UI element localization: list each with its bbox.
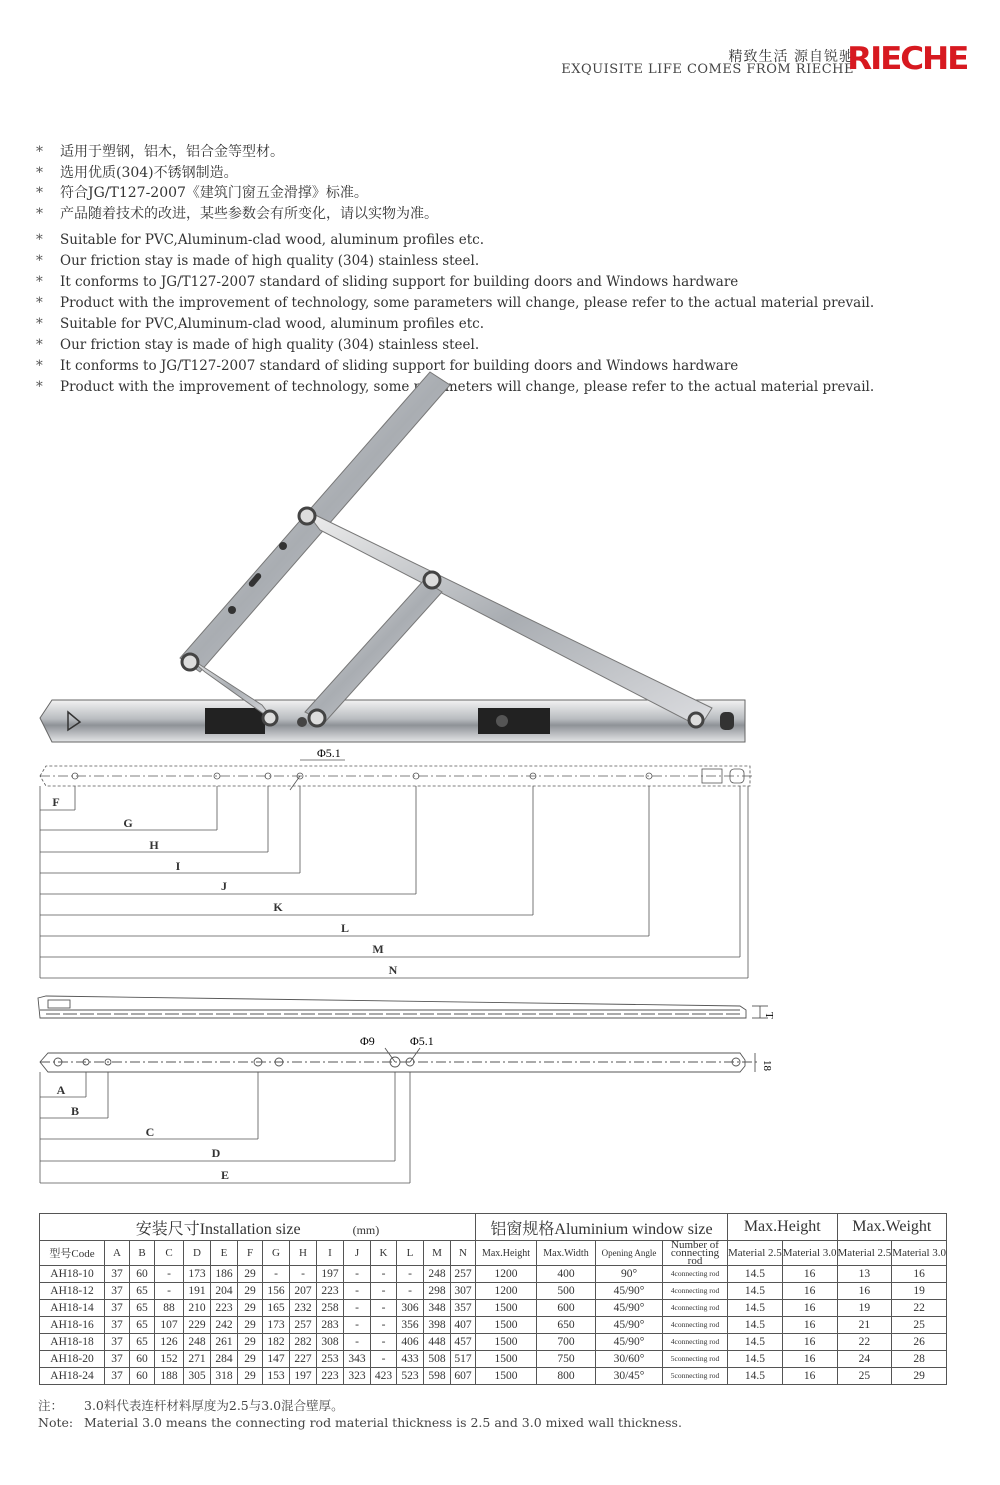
table-cell: 700 (537, 1334, 596, 1351)
rieche-logo: RIECHE (846, 41, 967, 77)
table-cell: AH18-10 (40, 1266, 105, 1283)
table-cell: 4connecting rod (663, 1300, 728, 1317)
dim-label: B (70, 1104, 80, 1118)
table-cell: 16 (782, 1351, 837, 1368)
table-cell: 242 (211, 1317, 238, 1334)
group-install: 安装尺寸Installation size (mm) (40, 1214, 476, 1241)
table-row (40, 1300, 947, 1317)
table-cell: 253 (317, 1351, 344, 1368)
table-cell: 5connecting rod (663, 1368, 728, 1385)
table-cell: 165 (263, 1300, 290, 1317)
group-window: 铝窗规格Aluminium window size (476, 1214, 728, 1241)
table-cell: - (344, 1317, 371, 1334)
table-cell: - (371, 1266, 397, 1283)
table-cell: 650 (537, 1317, 596, 1334)
table-cell: 29 (892, 1368, 947, 1385)
table-cell: 223 (211, 1300, 238, 1317)
table-cell: - (371, 1300, 397, 1317)
table-cell: 188 (155, 1368, 184, 1385)
list-item: * 选用优质(304)不锈钢制造。 (36, 164, 238, 181)
table-cell: - (344, 1300, 371, 1317)
table-cell: 14.5 (728, 1368, 783, 1385)
table-row (40, 1266, 947, 1283)
table-cell: 37 (105, 1283, 130, 1300)
table-row (40, 1351, 947, 1368)
table-cell: 197 (317, 1266, 344, 1283)
table-cell: 1500 (476, 1368, 537, 1385)
table-cell: 25 (837, 1368, 892, 1385)
list-item: * Suitable for PVC,Aluminum-clad wood, aluminum profiles etc. (36, 316, 485, 332)
table-cell: 517 (451, 1351, 476, 1368)
table-cell: 16 (782, 1283, 837, 1300)
table-cell: AH18-18 (40, 1334, 105, 1351)
table-cell: 14.5 (728, 1351, 783, 1368)
table-cell: 433 (397, 1351, 424, 1368)
table-cell: 65 (130, 1300, 155, 1317)
table-cell: 223 (317, 1368, 344, 1385)
table-cell: AH18-20 (40, 1351, 105, 1368)
table-cell: 37 (105, 1266, 130, 1283)
table-cell: 37 (105, 1368, 130, 1385)
table-cell: 448 (424, 1334, 451, 1351)
table-cell: - (344, 1334, 371, 1351)
dim-label: F (52, 795, 60, 809)
table-cell: 398 (424, 1317, 451, 1334)
table-cell: 29 (238, 1368, 263, 1385)
table-cell: 500 (537, 1283, 596, 1300)
table-cell: 1500 (476, 1351, 537, 1368)
list-item: * It conforms to JG/T127-2007 standard of sliding support for building doors and Windows hardware (36, 274, 739, 290)
table-row (40, 1368, 947, 1385)
dim-label: G (123, 816, 133, 830)
list-item: * 符合JG/T127-2007《建筑门窗五金滑撑》标准。 (36, 185, 368, 201)
table-cell: 308 (317, 1334, 344, 1351)
table-cell: 261 (211, 1334, 238, 1351)
table-cell: 147 (263, 1351, 290, 1368)
width-label: 18 (761, 1060, 773, 1071)
table-cell: 30/45° (596, 1368, 663, 1385)
table-cell: 45/90° (596, 1334, 663, 1351)
table-cell: 258 (317, 1300, 344, 1317)
table-cell: 107 (155, 1317, 184, 1334)
table-cell: 1200 (476, 1266, 537, 1283)
table-cell: 65 (130, 1283, 155, 1300)
table-row (40, 1334, 947, 1351)
table-cell: 523 (397, 1368, 424, 1385)
table-cell: 22 (837, 1334, 892, 1351)
table-cell: - (397, 1283, 424, 1300)
footnote: 注： 3.0料代表连杆材料厚度为2.5与3.0混合壁厚。 Note: Material 3.0 means the connecting rod material thickness is 2.5 and 3.0 mixed wall thickness. (38, 1398, 682, 1430)
dim-label: J (221, 879, 227, 893)
table-cell: 356 (397, 1317, 424, 1334)
table-cell: 16 (837, 1283, 892, 1300)
table-cell: 45/90° (596, 1283, 663, 1300)
table-cell: 37 (105, 1334, 130, 1351)
dim-label: D (211, 1146, 221, 1160)
table-cell: 323 (344, 1368, 371, 1385)
table-cell: 16 (782, 1300, 837, 1317)
table-cell: 19 (892, 1283, 947, 1300)
table-cell: 400 (537, 1266, 596, 1283)
table-cell: 152 (155, 1351, 184, 1368)
table-cell: 307 (451, 1283, 476, 1300)
table-cell: - (155, 1283, 184, 1300)
table-cell: 90° (596, 1266, 663, 1283)
table-cell: 423 (371, 1368, 397, 1385)
table-cell: 16 (782, 1368, 837, 1385)
table-cell: AH18-14 (40, 1300, 105, 1317)
list-item: * 适用于塑钢，铝木，铝合金等型材。 (36, 144, 284, 160)
table-row (40, 1283, 947, 1300)
table-cell: 14.5 (728, 1334, 783, 1351)
table-cell: 357 (451, 1300, 476, 1317)
spec-table (39, 1213, 947, 1385)
table-cell: 229 (184, 1317, 211, 1334)
table-cell: 126 (155, 1334, 184, 1351)
table-cell: 14.5 (728, 1300, 783, 1317)
table-cell: 343 (344, 1351, 371, 1368)
table-cell: 257 (290, 1317, 317, 1334)
table-cell: 407 (451, 1317, 476, 1334)
table-cell: 29 (238, 1283, 263, 1300)
table-cell: 29 (238, 1351, 263, 1368)
table-cell: 16 (892, 1266, 947, 1283)
table-cell: 16 (782, 1334, 837, 1351)
table-cell: 508 (424, 1351, 451, 1368)
table-cell: 298 (424, 1283, 451, 1300)
top-hole-label: Φ5.1 (317, 746, 341, 760)
table-cell: - (397, 1266, 424, 1283)
table-cell: 29 (238, 1266, 263, 1283)
list-item: * 产品随着技术的改进，某些参数会有所变化，请以实物为准。 (36, 205, 438, 222)
table-cell: 4connecting rod (663, 1266, 728, 1283)
dim-label: L (340, 921, 350, 935)
table-cell: 210 (184, 1300, 211, 1317)
table-cell: 406 (397, 1334, 424, 1351)
dim-label: K (273, 900, 283, 914)
table-header-row: 型号Code A B C D E F G H I J K L M N Max.Height Max.Width Opening Angle Number of connecting rod Material 2.5 Material 3.0 Material 2.5 Material 3.0 (40, 1241, 947, 1266)
table-cell: 60 (130, 1368, 155, 1385)
table-cell: 173 (263, 1317, 290, 1334)
table-cell: 348 (424, 1300, 451, 1317)
table-cell: - (371, 1351, 397, 1368)
table-cell: - (344, 1283, 371, 1300)
table-cell: AH18-24 (40, 1368, 105, 1385)
table-cell: 30/60° (596, 1351, 663, 1368)
hole-label-2: Φ5.1 (410, 1034, 434, 1048)
table-cell: 607 (451, 1368, 476, 1385)
table-cell: 13 (837, 1266, 892, 1283)
table-cell: 248 (184, 1334, 211, 1351)
table-cell: 28 (892, 1351, 947, 1368)
dim-label: E (220, 1168, 230, 1182)
table-cell: - (371, 1334, 397, 1351)
list-item: * Our friction stay is made of high quality (304) stainless steel. (36, 253, 480, 269)
slogan-en: EXQUISITE LIFE COMES FROM RIECHE (561, 62, 854, 77)
table-cell: 14.5 (728, 1283, 783, 1300)
table-cell: 65 (130, 1317, 155, 1334)
table-cell: 37 (105, 1351, 130, 1368)
list-item: * Product with the improvement of technology, some parameters will change, please refer to the actual material prevail. (36, 295, 875, 311)
table-cell: 19 (837, 1300, 892, 1317)
table-cell: - (263, 1266, 290, 1283)
table-cell: AH18-12 (40, 1283, 105, 1300)
table-cell: 282 (290, 1334, 317, 1351)
table-cell: 306 (397, 1300, 424, 1317)
table-cell: 29 (238, 1317, 263, 1334)
list-item: * Suitable for PVC,Aluminum-clad wood, aluminum profiles etc. (36, 232, 485, 248)
table-cell: 800 (537, 1368, 596, 1385)
table-cell: 207 (290, 1283, 317, 1300)
table-cell: 1500 (476, 1300, 537, 1317)
table-cell: 284 (211, 1351, 238, 1368)
table-cell: 45/90° (596, 1300, 663, 1317)
table-cell: 186 (211, 1266, 238, 1283)
list-item: * Product with the improvement of technology, some parameters will change, please refer to the actual material prevail. (36, 379, 875, 395)
table-cell: 26 (892, 1334, 947, 1351)
table-cell: 257 (451, 1266, 476, 1283)
table-cell: - (371, 1283, 397, 1300)
group-height: Max.Height (728, 1214, 838, 1241)
dim-label: H (149, 838, 159, 852)
table-cell: AH18-16 (40, 1317, 105, 1334)
table-cell: 25 (892, 1317, 947, 1334)
table-cell: 1500 (476, 1334, 537, 1351)
table-cell: 318 (211, 1368, 238, 1385)
table-cell: 16 (782, 1266, 837, 1283)
dim-label: I (175, 859, 181, 873)
table-cell: - (344, 1266, 371, 1283)
list-item: * It conforms to JG/T127-2007 standard of sliding support for building doors and Windows hardware (36, 358, 739, 374)
table-cell: 598 (424, 1368, 451, 1385)
table-cell: 173 (184, 1266, 211, 1283)
table-cell: 457 (451, 1334, 476, 1351)
dim-label: N (388, 963, 398, 977)
table-cell: 45/90° (596, 1317, 663, 1334)
table-row (40, 1317, 947, 1334)
table-cell: 153 (263, 1368, 290, 1385)
table-cell: 24 (837, 1351, 892, 1368)
dim-label: C (145, 1125, 155, 1139)
table-cell: 4connecting rod (663, 1317, 728, 1334)
table-cell: 5connecting rod (663, 1351, 728, 1368)
table-cell: 60 (130, 1351, 155, 1368)
table-cell: 1500 (476, 1317, 537, 1334)
table-cell: 600 (537, 1300, 596, 1317)
table-cell: 14.5 (728, 1317, 783, 1334)
table-cell: 227 (290, 1351, 317, 1368)
table-cell: 283 (317, 1317, 344, 1334)
dim-label: A (56, 1083, 66, 1097)
table-cell: - (371, 1317, 397, 1334)
table-cell: 60 (130, 1266, 155, 1283)
table-cell: 29 (238, 1334, 263, 1351)
slogan-cn: 精致生活 源自锐驰 (728, 49, 854, 65)
table-cell: 16 (782, 1317, 837, 1334)
table-cell: 1200 (476, 1283, 537, 1300)
group-weight: Max.Weight (837, 1214, 947, 1241)
table-cell: 197 (290, 1368, 317, 1385)
list-item: * Our friction stay is made of high quality (304) stainless steel. (36, 337, 480, 353)
table-cell: 22 (892, 1300, 947, 1317)
table-cell: 156 (263, 1283, 290, 1300)
table-cell: 4connecting rod (663, 1334, 728, 1351)
table-cell: - (290, 1266, 317, 1283)
thickness-label: T (763, 1012, 775, 1019)
table-cell: 37 (105, 1300, 130, 1317)
table-cell: - (155, 1266, 184, 1283)
table-cell: 14.5 (728, 1266, 783, 1283)
table-cell: 750 (537, 1351, 596, 1368)
table-cell: 232 (290, 1300, 317, 1317)
table-cell: 4connecting rod (663, 1283, 728, 1300)
table-cell: 223 (317, 1283, 344, 1300)
table-cell: 248 (424, 1266, 451, 1283)
table-cell: 88 (155, 1300, 184, 1317)
table-cell: 191 (184, 1283, 211, 1300)
table-cell: 65 (130, 1334, 155, 1351)
table-cell: 182 (263, 1334, 290, 1351)
table-cell: 204 (211, 1283, 238, 1300)
table-cell: 271 (184, 1351, 211, 1368)
table-cell: 305 (184, 1368, 211, 1385)
dim-label: M (372, 942, 384, 956)
table-cell: 37 (105, 1317, 130, 1334)
table-cell: 21 (837, 1317, 892, 1334)
table-cell: 29 (238, 1300, 263, 1317)
hole-label-1: Φ9 (360, 1034, 375, 1048)
